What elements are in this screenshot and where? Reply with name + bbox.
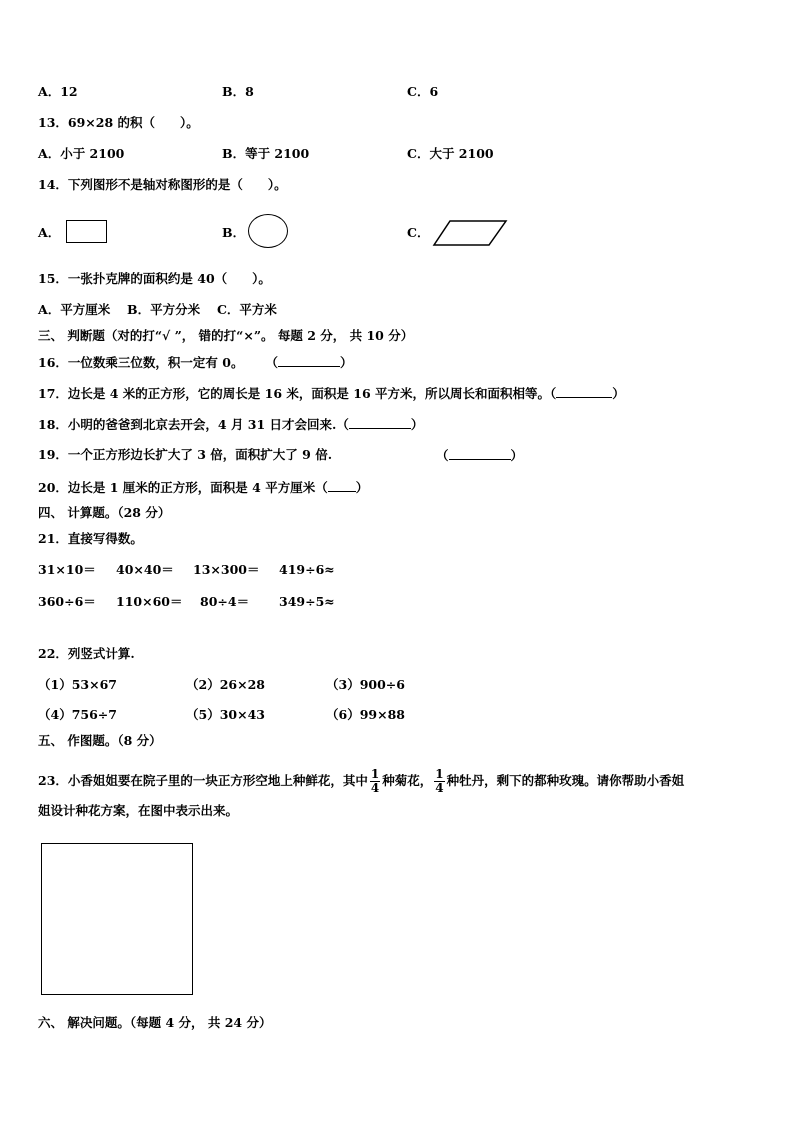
parallelogram-shape [432,219,508,247]
q21-stem: 21．直接写得数。 [38,531,143,546]
q20-statement: 20．边长是 1 厘米的正方形，面积是 4 平方厘米（ [38,480,328,495]
q21-item: 40×40＝ [116,562,174,577]
q14-stem: 14．下列图形不是轴对称图形的是（ ）。 [38,177,287,192]
q15-options: A．平方厘米 B．平方分米 C．平方米 [38,302,277,317]
q13-option-c: C．大于 2100 [407,146,494,161]
rectangle-shape [66,220,107,243]
q19-answer: （ ） [436,448,524,463]
q21-item: 360÷6＝ [38,594,96,609]
q12-option-c: C．6 [407,84,439,99]
q19-answer-blank[interactable] [449,447,511,460]
fraction-one-quarter: $\frac{1}{4}$ [435,767,444,795]
circle-shape [248,214,288,248]
q18-statement: 18．小明的爸爸到北京去开会，4 月 31 日才会回来.（ [38,417,349,432]
q13-option-b: B．等于 2100 [222,146,310,161]
q14-label-a: A． [38,225,61,240]
q15-stem: 15．一张扑克牌的面积约是 40（ ）。 [38,271,271,286]
q17-answer-blank[interactable] [556,385,612,398]
q17-statement: 17．边长是 4 米的正方形，它的周长是 16 米，面积是 16 平方米，所以周长和面积相等。（ [38,386,557,401]
q17-text: 17．边长是 4 米的正方形，它的周长是 16 米，面积是 16 平方米，所以周长和面积相等。（ ） [38,386,625,401]
q21-item: 31×10＝ [38,562,96,577]
q22-item: （2）26×28 [186,677,265,692]
section-4-heading: 四、 计算题。（28 分） [38,505,171,520]
section-5-heading: 五、 作图题。（8 分） [38,733,162,748]
q23-line1: 23．小香姐姐要在院子里的一块正方形空地上种鲜花，其中 $\frac{1}{4}$ 种菊花， $\frac{1}{4}$ 种牡丹，剩下的都种玫瑰。请你帮助小香姐 [38,767,685,795]
q21-item: 349÷5≈ [279,594,335,609]
q22-item: （4）756÷7 [38,707,117,722]
q14-label-c: C． [407,225,430,240]
q22-item: （5）30×43 [186,707,265,722]
q21-item: 13×300＝ [193,562,260,577]
q14-label-b: B． [222,225,246,240]
q21-item: 419÷6≈ [279,562,335,577]
q22-stem: 22．列竖式计算. [38,646,135,661]
q18-answer-blank[interactable] [349,416,411,429]
q22-item: （6）99×88 [326,707,405,722]
q20-answer-blank[interactable] [328,479,356,492]
q20-text: 20．边长是 1 厘米的正方形，面积是 4 平方厘米（ ） [38,480,369,495]
q12-option-a: A．12 [38,84,78,99]
q12-option-b: B．8 [222,84,254,99]
q19-statement: 19．一个正方形边长扩大了 3 倍，面积扩大了 9 倍. [38,447,333,462]
q22-item: （1）53×67 [38,677,117,692]
q16-text: 16．一位数乘三位数，积一定有 0。 （ ） [38,355,353,370]
q21-item: 80÷4＝ [200,594,250,609]
q13-option-a: A．小于 2100 [38,146,125,161]
section-3-heading: 三、 判断题（对的打“√ ”， 错的打“×”。 每题 2 分， 共 10 分） [38,328,414,343]
fraction-one-quarter: $\frac{1}{4}$ [370,767,380,795]
section-6-heading: 六、 解决问题。（每题 4 分， 共 24 分） [38,1015,272,1030]
q23-line2: 姐设计种花方案，在图中表示出来。 [38,803,239,818]
q16-answer-blank[interactable] [278,354,340,367]
q22-item: （3）900÷6 [326,677,405,692]
q13-stem: 13．69×28 的积（ ）。 [38,115,199,130]
square-drawing-area[interactable] [41,843,193,995]
q18-text: 18．小明的爸爸到北京去开会，4 月 31 日才会回来.（ ） [38,417,424,432]
q21-item: 110×60＝ [116,594,183,609]
q16-statement: 16．一位数乘三位数，积一定有 0。 [38,355,244,370]
